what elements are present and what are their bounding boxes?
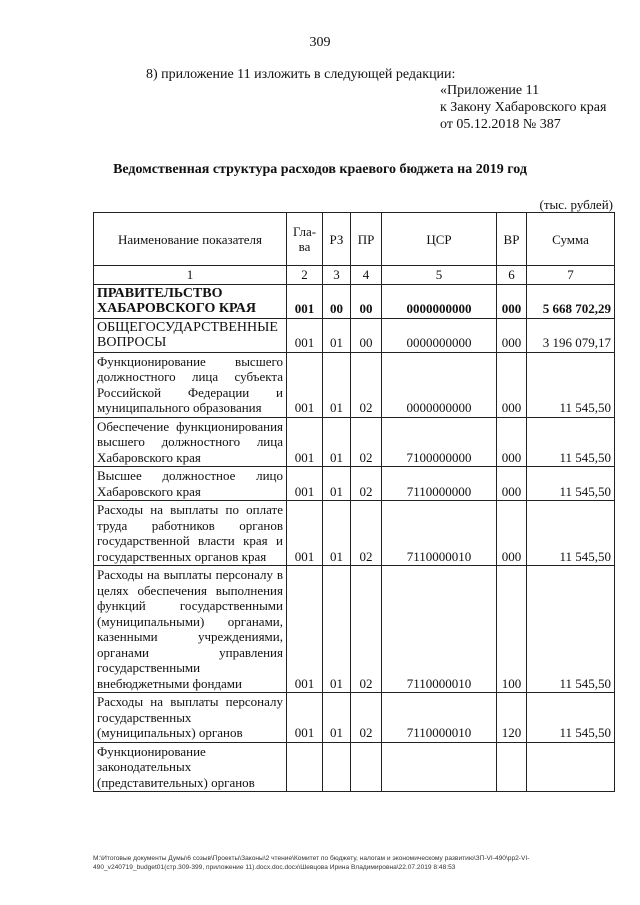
cell-glava: 001 xyxy=(287,501,323,566)
cell-vr: 000 xyxy=(497,352,527,417)
cell-csr: 7100000000 xyxy=(382,417,497,467)
table-row xyxy=(94,318,615,352)
cell-glava xyxy=(287,742,323,792)
file-path-footer xyxy=(93,854,614,872)
cell-pr: 02 xyxy=(351,467,382,501)
header-pr: ПР xyxy=(351,213,382,266)
cell-rz: 01 xyxy=(323,566,351,693)
cell-csr: 7110000010 xyxy=(382,501,497,566)
cell-name: Расходы на выплаты персоналу в целях обеспечения выполнения функций государственными (муниципальными) органами, казенными учреждениями, органами управления государственными внебюджетными фондами xyxy=(94,566,287,693)
cell-vr: 000 xyxy=(497,467,527,501)
cell-vr: 000 xyxy=(497,284,527,318)
table-header-row xyxy=(94,213,615,266)
column-number: 2 xyxy=(287,266,323,285)
cell-pr: 00 xyxy=(351,284,382,318)
footer-line-1: M:\Итоговые документы Думы\6 созыв\Проекты\Законы\2 чтение\Комитет по бюджету, налогам и экономическому развитию\ЗП-VI-490\pp2-VI- xyxy=(93,855,530,862)
cell-csr xyxy=(382,742,497,792)
cell-csr: 0000000000 xyxy=(382,284,497,318)
cell-glava: 001 xyxy=(287,318,323,352)
cell-csr: 7110000000 xyxy=(382,467,497,501)
cell-pr: 00 xyxy=(351,318,382,352)
table-row xyxy=(94,417,615,467)
cell-glava: 001 xyxy=(287,417,323,467)
page-number: 309 xyxy=(309,35,331,50)
cell-rz: 00 xyxy=(323,284,351,318)
table-row xyxy=(94,284,615,318)
header-name: Наименование показателя xyxy=(94,213,287,266)
cell-rz: 01 xyxy=(323,318,351,352)
cell-pr: 02 xyxy=(351,417,382,467)
cell-sum: 11 545,50 xyxy=(527,467,615,501)
cell-rz xyxy=(323,742,351,792)
column-number: 3 xyxy=(323,266,351,285)
footer-line-2: 490_v240719_budget01(стр.309-399, приложение 11).docx.doc.docx\Шевцова Ирина Владимировна\22.07.2019 8:48:53 xyxy=(93,864,456,871)
cell-vr: 000 xyxy=(497,318,527,352)
table-row xyxy=(94,566,615,693)
header-csr: ЦСР xyxy=(382,213,497,266)
cell-rz: 01 xyxy=(323,501,351,566)
cell-vr: 100 xyxy=(497,566,527,693)
budget-table xyxy=(93,212,615,792)
cell-sum: 5 668 702,29 xyxy=(527,284,615,318)
intro-text: 8) приложение 11 изложить в следующей редакции: xyxy=(146,67,456,82)
appendix-line-3: от 05.12.2018 № 387 xyxy=(440,117,561,132)
cell-sum: 11 545,50 xyxy=(527,501,615,566)
cell-name: Расходы на выплаты по оплате труда работников органов государственной власти края и государственных органов края xyxy=(94,501,287,566)
cell-name: ПРАВИТЕЛЬСТВО ХАБАРОВСКОГО КРАЯ xyxy=(94,284,287,318)
cell-glava: 001 xyxy=(287,693,323,743)
cell-glava: 001 xyxy=(287,284,323,318)
cell-vr: 000 xyxy=(497,501,527,566)
cell-glava: 001 xyxy=(287,467,323,501)
cell-glava: 001 xyxy=(287,352,323,417)
cell-name: Функционирование законодательных (представительных) органов xyxy=(94,742,287,792)
column-number: 7 xyxy=(527,266,615,285)
column-number: 1 xyxy=(94,266,287,285)
cell-pr: 02 xyxy=(351,501,382,566)
cell-vr: 000 xyxy=(497,417,527,467)
cell-vr xyxy=(497,742,527,792)
cell-csr: 0000000000 xyxy=(382,352,497,417)
cell-name: Высшее должностное лицо Хабаровского края xyxy=(94,467,287,501)
table-row xyxy=(94,467,615,501)
cell-pr: 02 xyxy=(351,566,382,693)
document-title: Ведомственная структура расходов краевого бюджета на 2019 год xyxy=(113,162,527,177)
cell-pr: 02 xyxy=(351,352,382,417)
appendix-reference xyxy=(440,82,606,133)
units-label: (тыс. рублей) xyxy=(539,197,613,212)
appendix-line-1: «Приложение 11 xyxy=(440,83,540,98)
cell-pr xyxy=(351,742,382,792)
table-row xyxy=(94,693,615,743)
cell-name: Функционирование высшего должностного лица субъекта Российской Федерации и муниципального образования xyxy=(94,352,287,417)
cell-vr: 120 xyxy=(497,693,527,743)
cell-name: Обеспечение функционирования высшего должностного лица Хабаровского края xyxy=(94,417,287,467)
table-row xyxy=(94,352,615,417)
cell-sum: 11 545,50 xyxy=(527,352,615,417)
header-rz: РЗ xyxy=(323,213,351,266)
cell-rz: 01 xyxy=(323,352,351,417)
cell-sum: 11 545,50 xyxy=(527,566,615,693)
column-number-row xyxy=(94,266,615,285)
cell-sum: 11 545,50 xyxy=(527,417,615,467)
header-glava: Гла-ва xyxy=(287,213,323,266)
cell-sum xyxy=(527,742,615,792)
cell-rz: 01 xyxy=(323,417,351,467)
column-number: 5 xyxy=(382,266,497,285)
cell-sum: 11 545,50 xyxy=(527,693,615,743)
cell-rz: 01 xyxy=(323,467,351,501)
cell-csr: 7110000010 xyxy=(382,566,497,693)
column-number: 6 xyxy=(497,266,527,285)
header-sum: Сумма xyxy=(527,213,615,266)
column-number: 4 xyxy=(351,266,382,285)
header-vr: ВР xyxy=(497,213,527,266)
table-row xyxy=(94,501,615,566)
cell-rz: 01 xyxy=(323,693,351,743)
table-row xyxy=(94,742,615,792)
cell-name: Расходы на выплаты персоналу государственных (муниципальных) органов xyxy=(94,693,287,743)
appendix-line-2: к Закону Хабаровского края xyxy=(440,100,607,115)
cell-sum: 3 196 079,17 xyxy=(527,318,615,352)
cell-csr: 0000000000 xyxy=(382,318,497,352)
cell-glava: 001 xyxy=(287,566,323,693)
cell-pr: 02 xyxy=(351,693,382,743)
cell-name: ОБЩЕГОСУДАРСТВЕННЫЕ ВОПРОСЫ xyxy=(94,318,287,352)
cell-csr: 7110000010 xyxy=(382,693,497,743)
